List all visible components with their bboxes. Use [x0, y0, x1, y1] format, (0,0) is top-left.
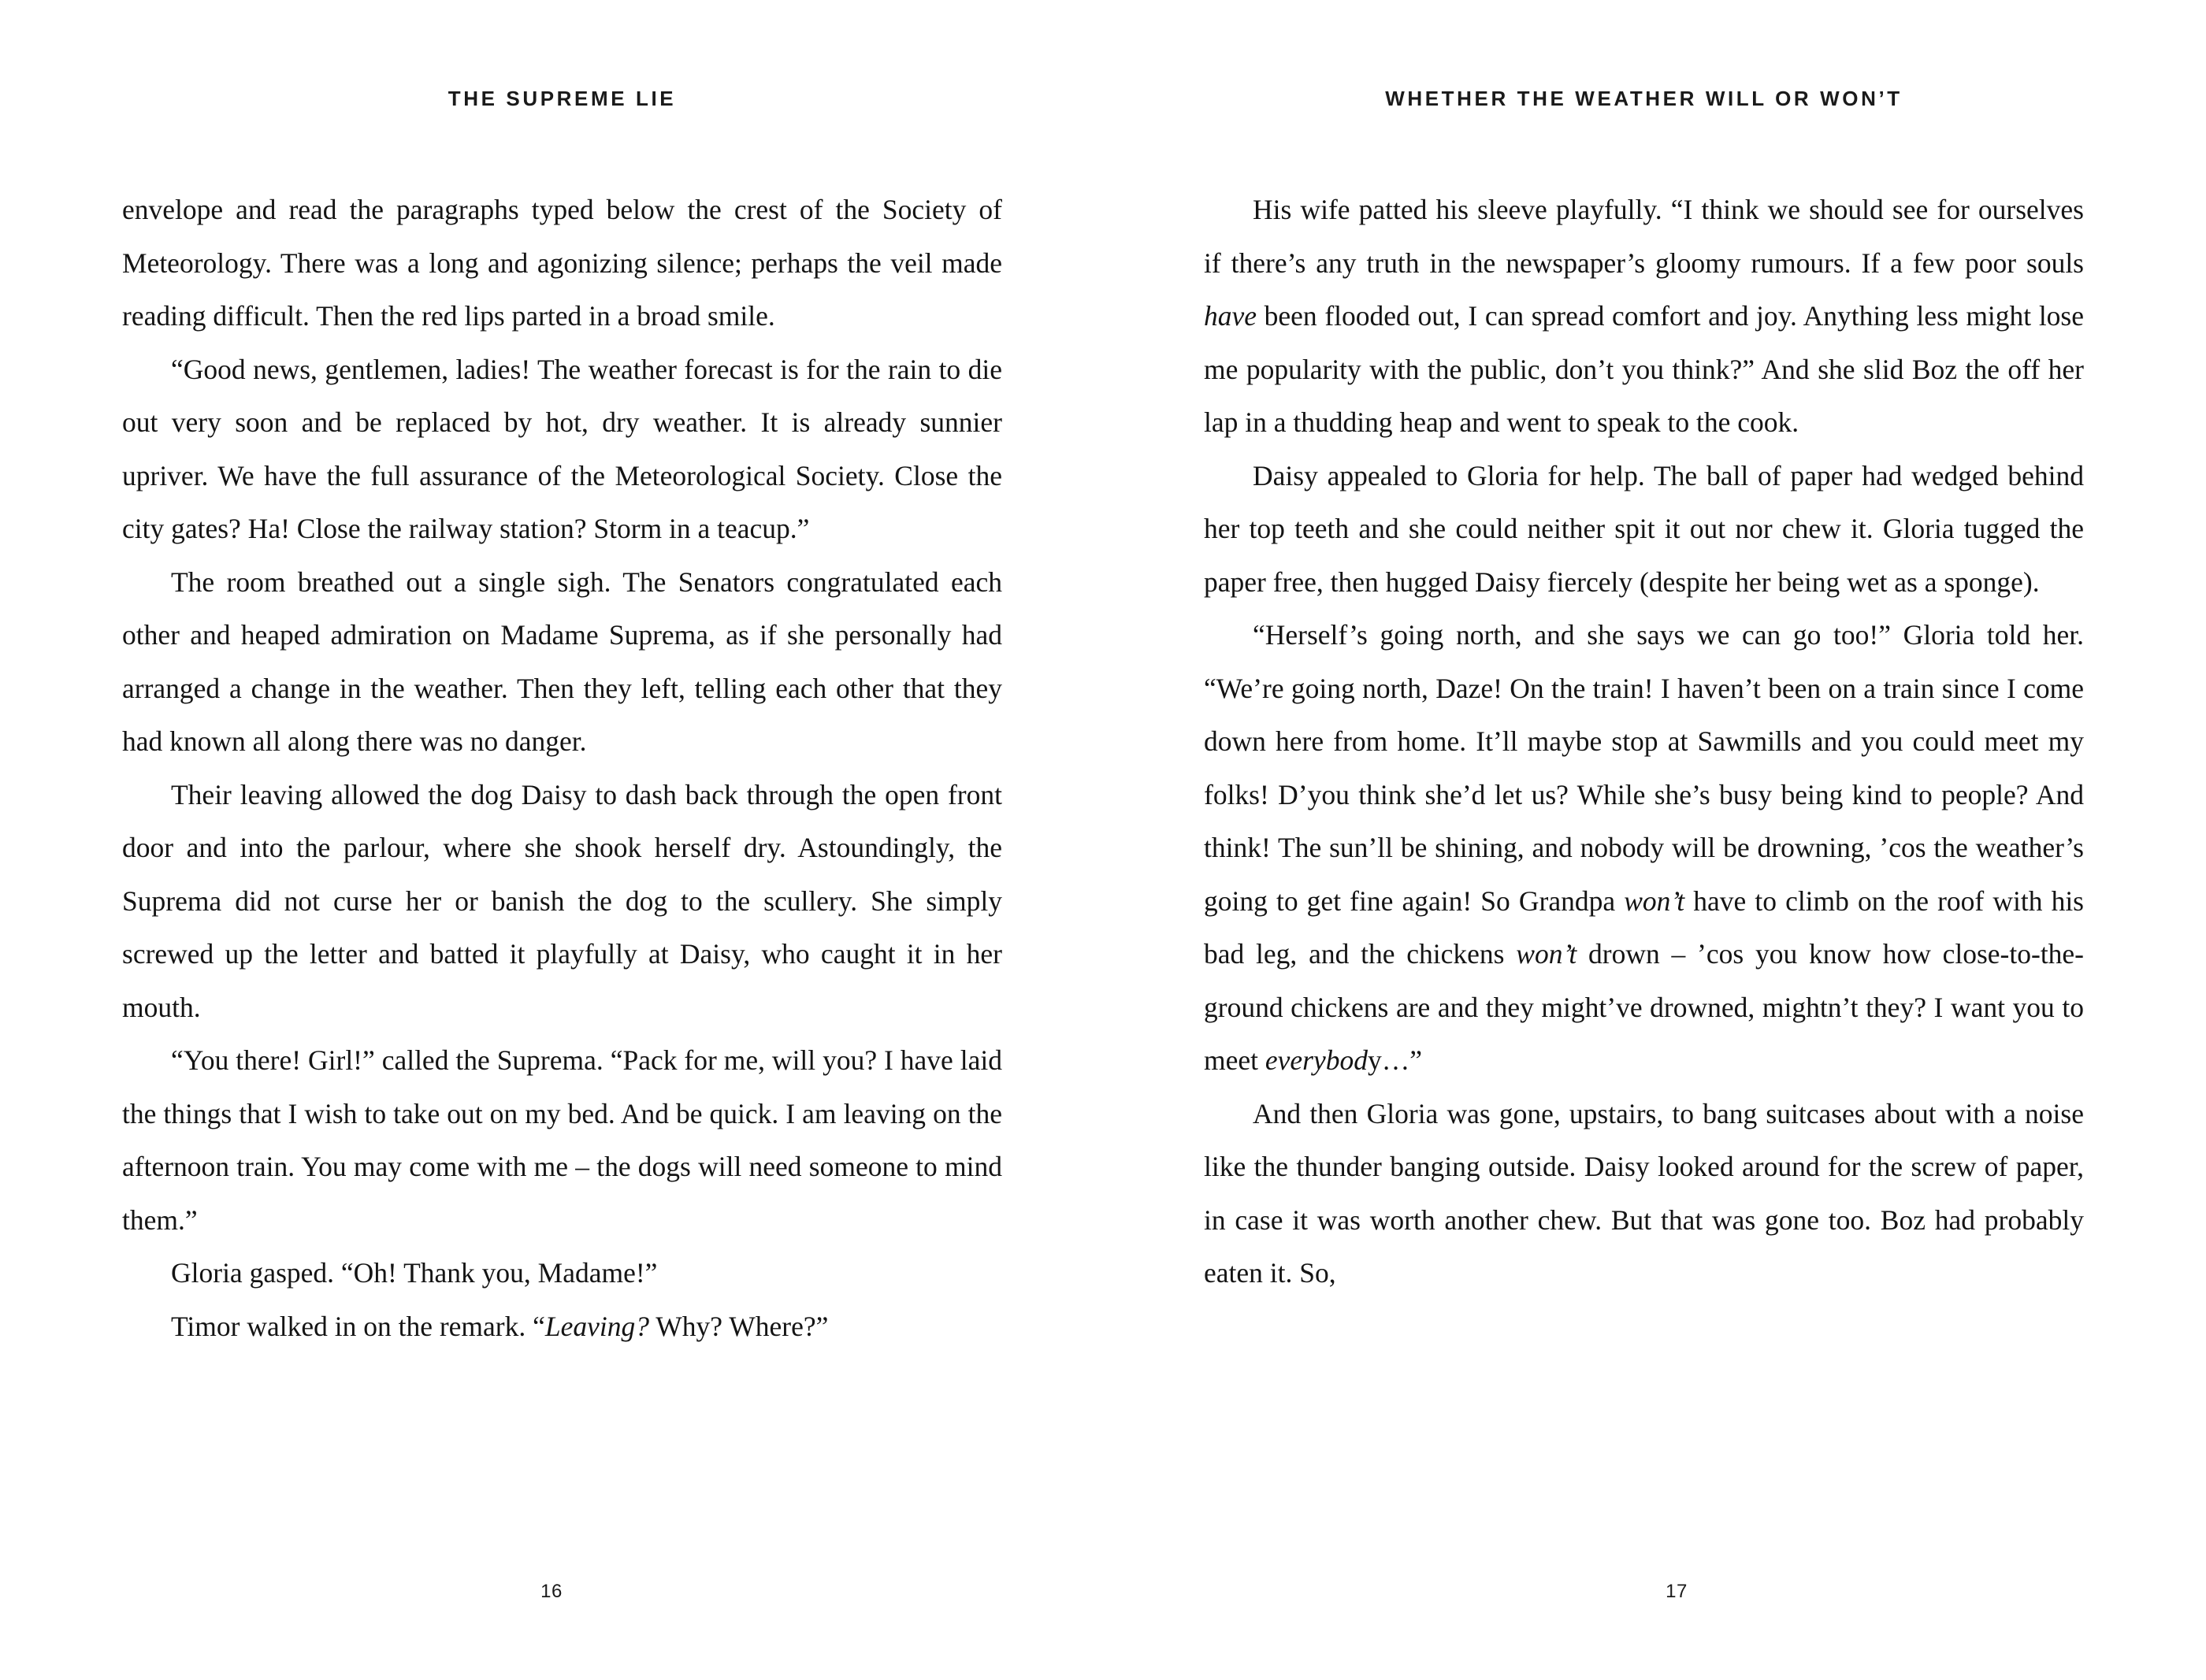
paragraph: His wife patted his sleeve playfully. “I think we should see for ourselves if there’s any truth in the newspaper’s gloomy rumours. If a few poor souls have been flooded out, I can spread comfort and joy. Anything less might lose me popularity with the public, don’t you think?” And she slid Boz the off her lap in a thudding heap and went to speak to the cook. — [1204, 194, 2084, 438]
page-number-right: 17 — [1666, 1581, 1688, 1602]
paragraph: Gloria gasped. “Oh! Thank you, Madame!” — [171, 1257, 658, 1289]
right-page — [1103, 0, 2206, 1680]
emphasis-text: have — [1204, 300, 1257, 332]
left-page-body — [122, 184, 1002, 1353]
running-head-right: WHETHER THE WEATHER WILL OR WON’T — [1385, 87, 1903, 110]
paragraph: envelope and read the paragraphs typed below the crest of the Society of Meteorology. There was a long and agonizing silence; perhaps the veil made reading difficult. Then the red lips parted in a broad smile. — [122, 194, 1002, 332]
paragraph: “Good news, gentlemen, ladies! The weather forecast is for the rain to die out very soon and be replaced by hot, dry weather. It is already sunnier upriver. We have the full assurance of the Meteorological Society. Close the city gates? Ha! Close the railway station? Storm in a teacup.” — [122, 353, 1002, 544]
running-head-left: THE SUPREME LIE — [448, 87, 677, 110]
emphasis-text: everybod — [1265, 1044, 1368, 1076]
paragraph: Timor walked in on the remark. “Leaving? Why? Where?” — [171, 1310, 829, 1342]
emphasis-text: won’t — [1624, 885, 1685, 917]
paragraph: The room breathed out a single sigh. The Senators congratulated each other and heaped admiration on Madame Suprema, as if she personally had arranged a change in the weather. Then they left, telling each other that they had known all along there was no danger. — [122, 566, 1002, 757]
emphasis-text: won’t — [1516, 938, 1577, 970]
right-page-body — [1204, 184, 2084, 1300]
paragraph: And then Gloria was gone, upstairs, to bang suitcases about with a noise like the thunder banging outside. Daisy looked around for the screw of paper, in case it was worth another chew. But that was gone too. Boz had probably eaten it. So, — [1204, 1097, 2084, 1289]
paragraph: Daisy appealed to Gloria for help. The ball of paper had wedged behind her top teeth and she could neither spit it out nor chew it. Gloria tugged the paper free, then hugged Daisy fiercely (despite her being wet as a sponge). — [1204, 459, 2084, 598]
paragraph: “Herself’s going north, and she says we can go too!” Gloria told her. “We’re going north, Daze! On the train! I haven’t been on a train since I come down here from home. It’ll maybe stop at Sawmills and you could meet my folks! D’you think she’d let us? While she’s busy being kind to people? And think! The sun’ll be shining, and nobody will be drowning, ’cos the weather’s going to get fine again! So Grandpa won’t have to climb on the roof with his bad leg, and the chickens won’t drown – ’cos you know how close-to-the-ground chickens are and they might’ve drowned, mightn’t they? I want you to meet everybody…” — [1204, 619, 2085, 1076]
paragraph: “You there! Girl!” called the Suprema. “Pack for me, will you? I have laid the things that I wish to take out on my bed. And be quick. I am leaving on the afternoon train. You may come with me – the dogs will need someone to mind them.” — [122, 1044, 1002, 1236]
paragraph: Their leaving allowed the dog Daisy to dash back through the open front door and into the parlour, where she shook herself dry. Astoundingly, the Suprema did not curse her or banish the dog to the scullery. She simply screwed up the letter and batted it playfully at Daisy, who caught it in her mouth. — [122, 778, 1002, 1023]
emphasis-text: Leaving? — [544, 1310, 650, 1342]
page-number-left: 16 — [540, 1581, 563, 1602]
